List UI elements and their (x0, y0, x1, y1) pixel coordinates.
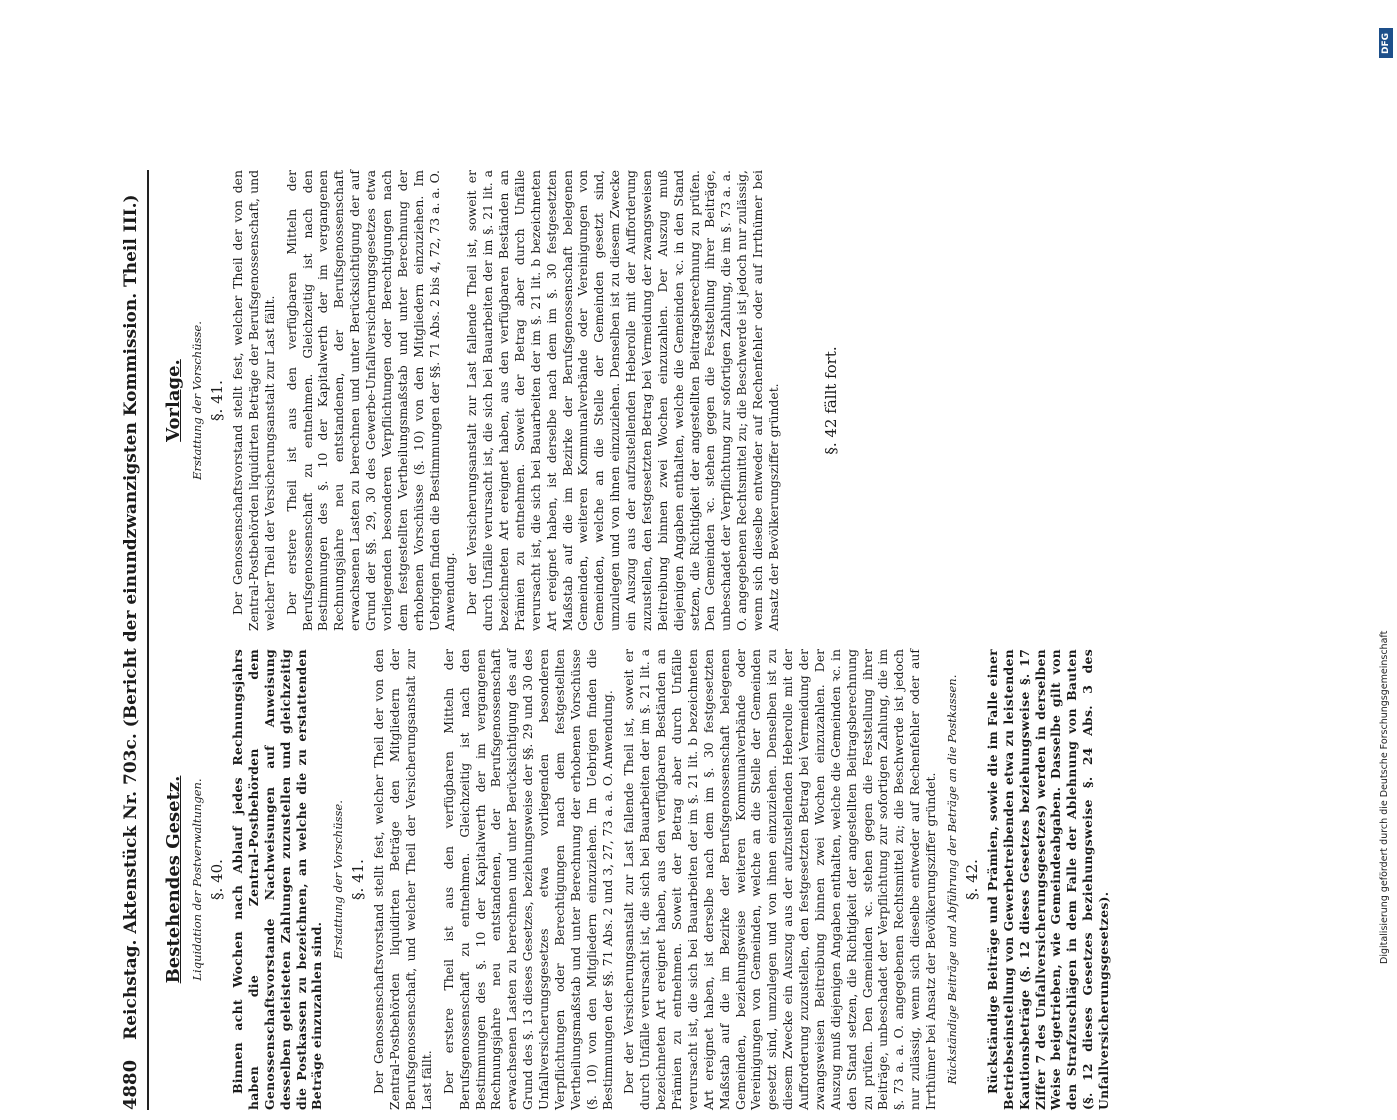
section-subtitle: Liquidation der Postverwaltungen. (190, 778, 204, 981)
paragraph-number: §. 40. (208, 859, 226, 900)
right-column-heading: Vorlage. (163, 359, 184, 442)
right-column (159, 170, 1118, 631)
left-column (159, 649, 1118, 1110)
page-header (120, 170, 149, 1110)
paragraph-text: Der Genossenschaftsvorstand stellt fest, welcher Theil der von den Zentral-Postbehörden liquidirten Beträge den Mitgliedern der Berufsgenossenschaft, und welcher Theil der Versicherungsanstalt zur Last fällt. (371, 649, 434, 1110)
paragraph-number: §. 42. (962, 859, 981, 900)
section-subtitle: Erstattung der Vorschüsse. (190, 321, 204, 480)
header-title: Reichstag. Aktenstück Nr. 703c. (Bericht der einundzwanzigsten Kommission. Theil III.) (121, 194, 141, 1040)
section-removed-note: §. 42 fällt fort. (821, 346, 840, 455)
dfg-logo: DFG (1379, 28, 1393, 58)
document-page (110, 160, 1390, 1120)
paragraph-text: Der der Versicherungsanstalt zur Last fallende Theil ist, soweit er durch Unfälle verursacht ist, die sich bei Bauarbeiten der im §. 21 lit. a bezeichneten Art ereignet haben, aus den verfügbaren Beständen an Prämien zu entnehmen. Soweit der Betrag aber durch Unfälle verursacht ist, die sich bei Bauarbeiten der im §. 21 lit. b bezeichneten Art ereignet haben, ist derselbe nach dem im §. 30 festgesetzten Maßstab auf die im Bezirke der Berufsgenossenschaft belegenen Gemeinden, weiteren Kommunalverbände oder Vereinigungen von Gemeinden, welche an die Stelle der Gemeinden gesetzt sind, umzulegen und von ihnen einzuziehen. Denselben ist zu diesem Zwecke ein Auszug aus der aufzustellenden Heberolle mit der Aufforderung zuzustellen, den festgesetzten Betrag bei Vermeidung der zwangsweisen Beitreibung binnen zwei Wochen einzuzahlen. Der Auszug muß diejenigen Angaben enthalten, welche die Gemeinden ꝛc. in den Stand setzen, die Richtigkeit der angestellten Beitragsberechnung zu prüfen. Den Gemeinden ꝛc. stehen gegen die Feststellung ihrer Beiträge, unbeschadet der Verpflichtung zur sofortigen Zahlung, die im §. 73 a. a. O. angegebenen Rechtsmittel zu; die Beschwerde ist jedoch nur zulässig, wenn sich dieselbe entweder auf Rechenfehler oder auf Irrthümer bei Ansatz der Bevölkerungsziffer gründet. (464, 170, 781, 631)
digitization-sidebar (1379, 18, 1393, 978)
paragraph-number: §. 41. (349, 859, 368, 900)
section-subtitle: Rückständige Beiträge und Abführung der Beträge an die Postkassen. (944, 674, 959, 1085)
paragraph-text: Der erstere Theil ist aus den verfügbaren Mitteln der Berufsgenossenschaft zu entnehmen. Gleichzeitig ist nach den Bestimmungen des §. 10 der Kapitalwerth der im vergangenen Rechnungsjahre neu entstandenen, der Berufsgenossenschaft erwachsenen Lasten zu berechnen und unter Berücksichtigung des auf Grund des §. 13 dieses Gesetzes, beziehungsweise der §§. 29 und 30 des Unfallversicherungsgesetzes etwa vorliegenden besonderen Verpflichtungen oder Berechtigungen nach dem festgestellten Vertheilungsmaßstab und unter Berechnung der erhobenen Vorschüsse (§. 10) von den Mitgliedern einzuziehen. Im Uebrigen finden die Bestimmungen der §§. 71 Abs. 2 und 3, 27, 73 a. a. O. Anwendung. (440, 649, 615, 1110)
paragraph-number: §. 41. (208, 380, 226, 421)
paragraph-text: Rückständige Beiträge und Prämien, sowie die im Falle einer Betriebseinstellung von Gewerbetreibenden etwa zu leistenden Kautionsbeträge (§. 12 dieses Gesetzes beziehungsweise §. 17 Ziffer 7 des Unfallversicherungsgesetzes) werden in derselben Weise beigetrieben, wie Gemeindeabgaben. Dasselbe gilt von den Strafzuschlägen in dem Falle der Ablehnung von Bauten (§. 12 dieses Gesetzes beziehungsweise §. 24 Abs. 3 des Unfallversicherungsgesetzes). (984, 649, 1111, 1110)
two-column-layout (159, 170, 1118, 1110)
digitization-note: Digitalisierung gefördert durch die Deutsche Forschungsgemeinschaft (1379, 630, 1390, 964)
paragraph-text: Der Genossenschaftsvorstand stellt fest, welcher Theil der von den Zentral-Postbehörden liquidirten Beträge der Berufsgenossenschaft, und welcher Theil der Versicherungsanstalt zur Last fällt. (230, 170, 277, 631)
section-subtitle: Erstattung der Vorschüsse. (331, 800, 346, 959)
page-number: 4880 (120, 1059, 141, 1110)
paragraph-text: Der erstere Theil ist aus den verfügbaren Mitteln der Berufsgenossenschaft zu entnehmen. Gleichzeitig ist nach den Bestimmungen des §. 10 der Kapitalwerth der im vergangenen Rechnungsjahre neu entstandenen, der Berufsgenossenschaft erwachsenen Lasten zu berechnen und unter Berücksichtigung der auf Grund der §§. 29, 30 des Gewerbe-Unfallversicherungsgesetzes etwa vorliegenden besonderen Verpflichtungen oder Berechtigungen nach dem festgestellten Vertheilungsmaßstab und unter Berechnung der erhobenen Vorschüsse (§. 10) von den Mitgliedern einzuziehen. Im Uebrigen finden die Bestimmungen der §§. 71 Abs. 2 bis 4, 72, 73 a. a. O. Anwendung. (283, 170, 458, 631)
paragraph-text: Der der Versicherungsanstalt zur Last fallende Theil ist, soweit er durch Unfälle verursacht ist, die sich bei Bauarbeiten der im §. 21 lit. a bezeichneten Art ereignet haben, aus den verfügbaren Beständen an Prämien zu entnehmen. Soweit der Betrag aber durch Unfälle verursacht ist, die sich bei Bauarbeiten der im §. 21 lit. b bezeichneten Art ereignet haben, ist derselbe nach dem im §. 30 festgesetzten Maßstab auf die im Bezirke der Berufsgenossenschaft belegenen Gemeinden, beziehungsweise weiteren Kommunalverbände oder Vereinigungen von Gemeinden, welche an die Stelle der Gemeinden gesetzt sind, umzulegen und von ihnen einzuziehen. Denselben ist zu diesem Zwecke ein Auszug aus der aufzustellenden Heberolle mit der Aufforderung zuzustellen, den festgesetzten Betrag bei Vermeidung der zwangsweisen Beitreibung binnen zwei Wochen einzuzahlen. Der Auszug muß diejenigen Angaben enthalten, welche die Gemeinden ꝛc. in den Stand setzen, die Richtigkeit der angestellten Beitragsberechnung zu prüfen. Den Gemeinden ꝛc. stehen gegen die Feststellung ihrer Beiträge, unbeschadet der Verpflichtung zur sofortigen Zahlung, die im §. 73 a. a. O. angegebenen Rechtsmittel zu; die Beschwerde ist jedoch nur zulässig, wenn sich dieselbe entweder auf Rechenfehler oder auf Irrthümer bei Ansatz der Bevölkerungsziffer gründet. (621, 649, 938, 1110)
left-column-heading: Bestehendes Gesetz. (163, 775, 184, 984)
paragraph-text: Binnen acht Wochen nach Ablauf jedes Rechnungsjahrs haben die Zentral-Postbehörden dem Genossenschaftsvorstande Nachweisungen auf Anweisung desselben geleisteten Zahlungen zuzustellen und gleichzeitig die Postkassen zu bezeichnen, an welche die zu erstattenden Beträge einzuzahlen sind. (230, 649, 325, 1110)
